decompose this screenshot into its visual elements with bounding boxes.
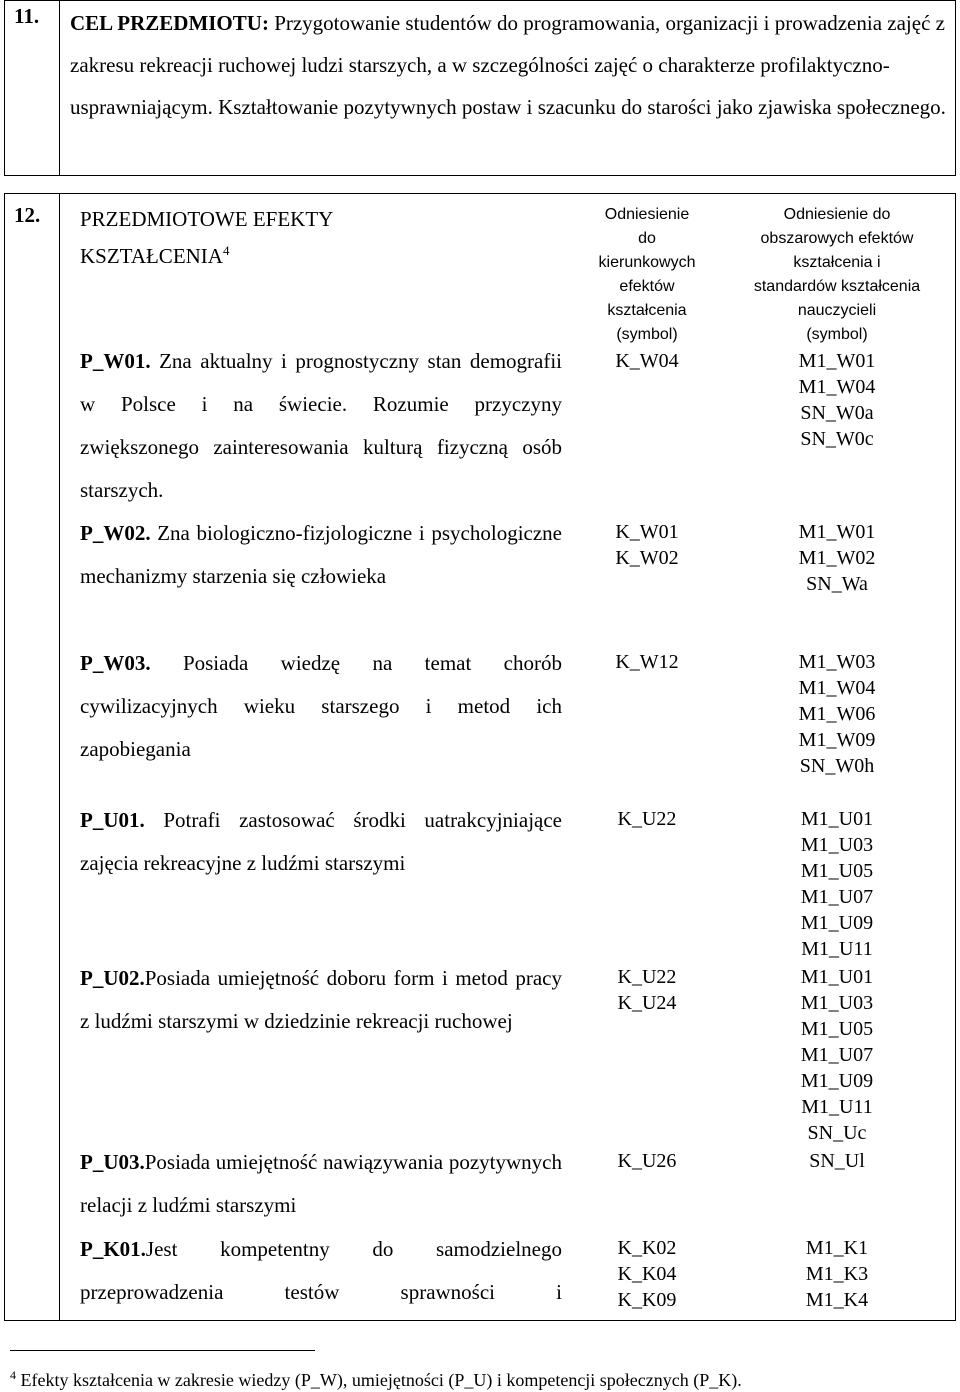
kierunkowe-column-header: Odniesienie do kierunkowych efektów kształcenia (symbol) [598, 206, 696, 343]
obszarowe-codes: M1_W01 M1_W02 SN_Wa [798, 521, 876, 595]
table-row-pu01 [80, 799, 562, 885]
obszarowe-codes: M1_K1 M1_K3 M1_K4 [805, 1237, 869, 1311]
section-11-body: Przygotowanie studentów do programowania, organizacji i prowadzenia zajęć z zakresu rekreacji ruchowej ludzi starszych, a w szczególności zajęć o charakterze profilaktyczno-usprawniającym. Kształtowanie pozytywnych postaw i szacunku do starości jako zjawiska społecznego. [70, 11, 946, 119]
obszarowe-codes: SN_Ul [809, 1150, 865, 1172]
table-row-pk01 [80, 1228, 562, 1314]
effect-text: Posiada umiejętność nawiązywania pozytywnych relacji z ludźmi starszymi [80, 1150, 562, 1217]
table-row-pw01 [80, 340, 562, 512]
kierunkowe-codes: K_U22 K_U24 [617, 966, 677, 1014]
footnote-separator [10, 1350, 315, 1351]
effect-text: Jest kompetentny do samodzielnego przeprowadzenia testów sprawności i [80, 1237, 562, 1304]
section-12-divider [59, 193, 60, 1321]
table-row-pw02 [80, 512, 562, 598]
section-12-title-line1: PRZEDMIOTOWE EFEKTY [80, 207, 334, 231]
footnote-ref[interactable]: 4 [222, 243, 230, 258]
kierunkowe-codes: K_U22 [617, 808, 677, 830]
effect-code: P_U01. [80, 808, 145, 832]
section-11-divider [59, 0, 60, 176]
obszarowe-column-header: Odniesienie do obszarowych efektów kształcenia i standardów kształcenia nauczycieli (symbol) [753, 206, 921, 343]
effect-text: Zna aktualny i prognostyczny stan demografii w Polsce i na świecie. Rozumie przyczyny zwiększonego zainteresowania kulturą fizyczną osób starszych. [80, 349, 563, 502]
table-row-pu03 [80, 1141, 562, 1227]
footnote-marker: 4 [10, 1368, 16, 1382]
footnote-text: Efekty kształcenia w zakresie wiedzy (P_W), umiejętności (P_U) i kompetencji społecznych (P_K). [20, 1370, 742, 1390]
footnote [10, 1364, 742, 1391]
section-11-text [70, 2, 950, 128]
effect-code: P_W03. [80, 651, 151, 675]
effect-code: P_W02. [80, 521, 151, 545]
effect-text: Posiada umiejętność doboru form i metod pracy z ludźmi starszymi w dziedzinie rekreacji ruchowej [80, 966, 562, 1033]
table-row-pu02 [80, 957, 562, 1043]
effect-code: P_K01. [80, 1237, 146, 1261]
obszarowe-codes: M1_U01 M1_U03 M1_U05 M1_U07 M1_U09 M1_U11 [800, 808, 874, 960]
effect-code: P_U02. [80, 966, 145, 990]
kierunkowe-codes: K_U26 [617, 1150, 677, 1172]
section-11-number: 11. [14, 4, 40, 28]
obszarowe-codes: M1_U01 M1_U03 M1_U05 M1_U07 M1_U09 M1_U11 SN_Uc [800, 966, 874, 1144]
kierunkowe-codes: K_W12 [615, 651, 679, 673]
effect-text: Posiada wiedzę na temat chorób cywilizacyjnych wieku starszego i metod ich zapobiegania [80, 651, 562, 761]
section-11-label: CEL PRZEDMIOTU: [70, 11, 269, 35]
kierunkowe-codes: K_W04 [615, 350, 679, 372]
section-12-title-line2: KSZTAŁCENIA [80, 244, 223, 268]
effect-code: P_U03. [80, 1150, 145, 1174]
section-12-number: 12. [14, 203, 41, 227]
obszarowe-codes: M1_W03 M1_W04 M1_W06 M1_W09 SN_W0h [798, 651, 876, 777]
effect-text: Potrafi zastosować środki uatrakcyjniające zajęcia rekreacyjne z ludźmi starszymi [80, 808, 562, 875]
table-row-pw03 [80, 642, 562, 771]
section-12-title [80, 203, 333, 272]
effect-text: Zna biologiczno-fizjologiczne i psychologiczne mechanizmy starzenia się człowieka [80, 521, 562, 588]
obszarowe-codes: M1_W01 M1_W04 SN_W0a SN_W0c [798, 350, 876, 450]
effect-code: P_W01. [80, 349, 151, 373]
kierunkowe-codes: K_K02 K_K04 K_K09 [617, 1237, 677, 1311]
kierunkowe-codes: K_W01 K_W02 [615, 521, 679, 569]
